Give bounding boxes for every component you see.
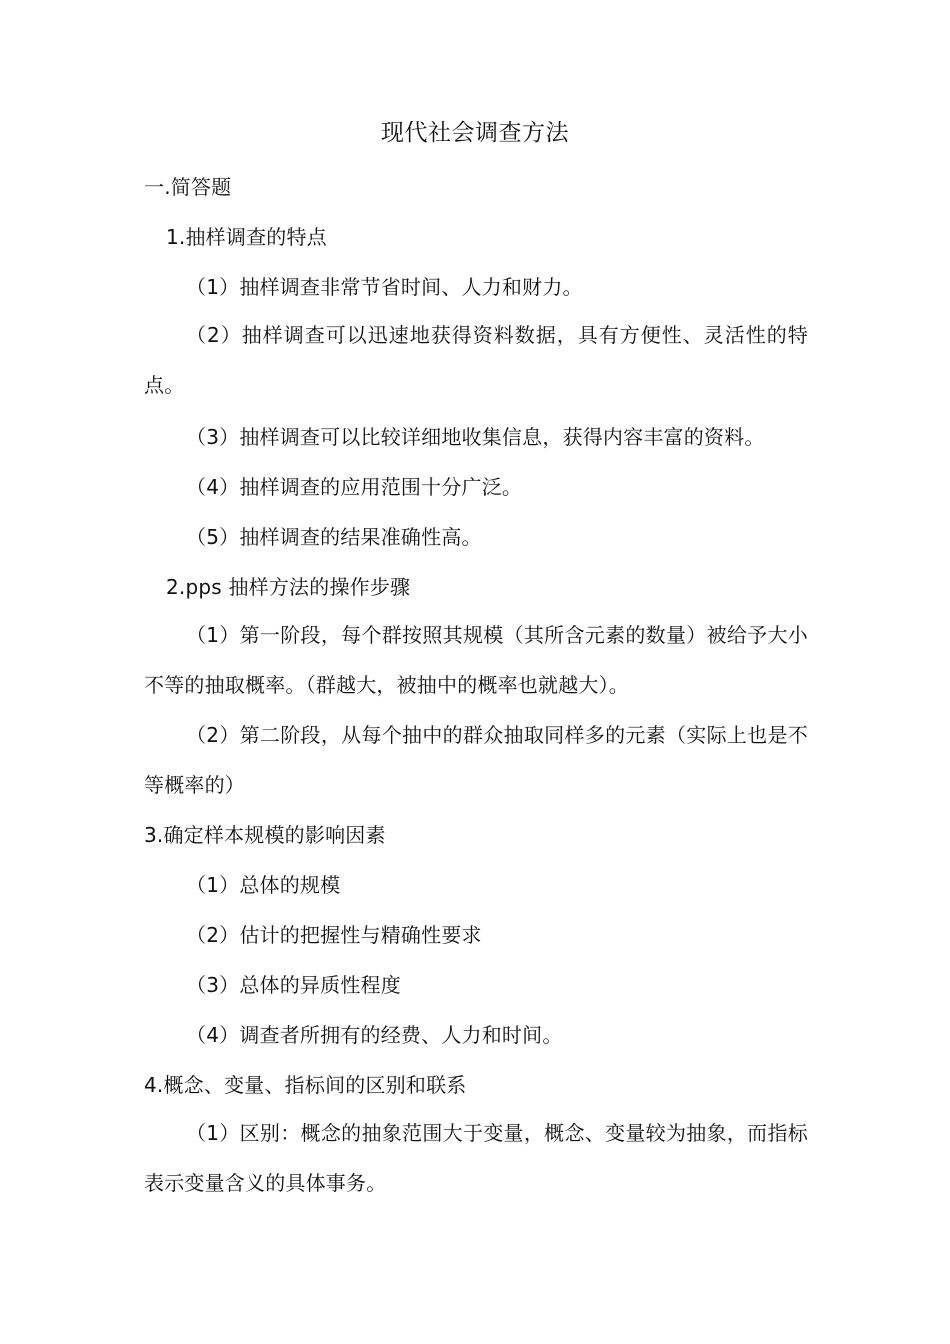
question-1-heading: 1.抽样调查的特点 — [166, 225, 327, 249]
question-4-item-1: （1）区别：概念的抽象范围大于变量，概念、变量较为抽象，而指标表示变量含义的具体事务。 — [144, 1121, 808, 1195]
question-3-item-1: （1）总体的规模 — [186, 873, 341, 897]
question-1-item-3: （3）抽样调查可以比较详细地收集信息，获得内容丰富的资料。 — [186, 425, 765, 449]
question-1-item-5: （5）抽样调查的结果准确性高。 — [186, 525, 482, 549]
question-1-item-2: （2）抽样调查可以迅速地获得资料数据，具有方便性、灵活性的特点。 — [144, 323, 808, 397]
question-3-heading: 3.确定样本规模的影响因素 — [144, 823, 386, 847]
question-1-item-1: （1）抽样调查非常节省时间、人力和财力。 — [186, 275, 583, 299]
question-2-heading: 2.pps 抽样方法的操作步骤 — [166, 575, 411, 599]
section-heading: 一.简答题 — [144, 175, 232, 199]
question-1-item-4: （4）抽样调查的应用范围十分广泛。 — [186, 475, 523, 499]
question-2-item-2: （2）第二阶段，从每个抽中的群众抽取同样多的元素（实际上也是不等概率的） — [144, 723, 808, 797]
question-3-item-3: （3）总体的异质性程度 — [186, 973, 401, 997]
document-title: 现代社会调查方法 — [381, 120, 569, 146]
question-3-item-4: （4）调查者所拥有的经费、人力和时间。 — [186, 1023, 563, 1047]
question-3-item-2: （2）估计的把握性与精确性要求 — [186, 923, 482, 947]
question-4-heading: 4.概念、变量、指标间的区别和联系 — [144, 1073, 467, 1097]
question-2-item-1: （1）第一阶段，每个群按照其规模（其所含元素的数量）被给予大小不等的抽取概率。（群越大，被抽中的概率也就越大）。 — [144, 623, 808, 697]
